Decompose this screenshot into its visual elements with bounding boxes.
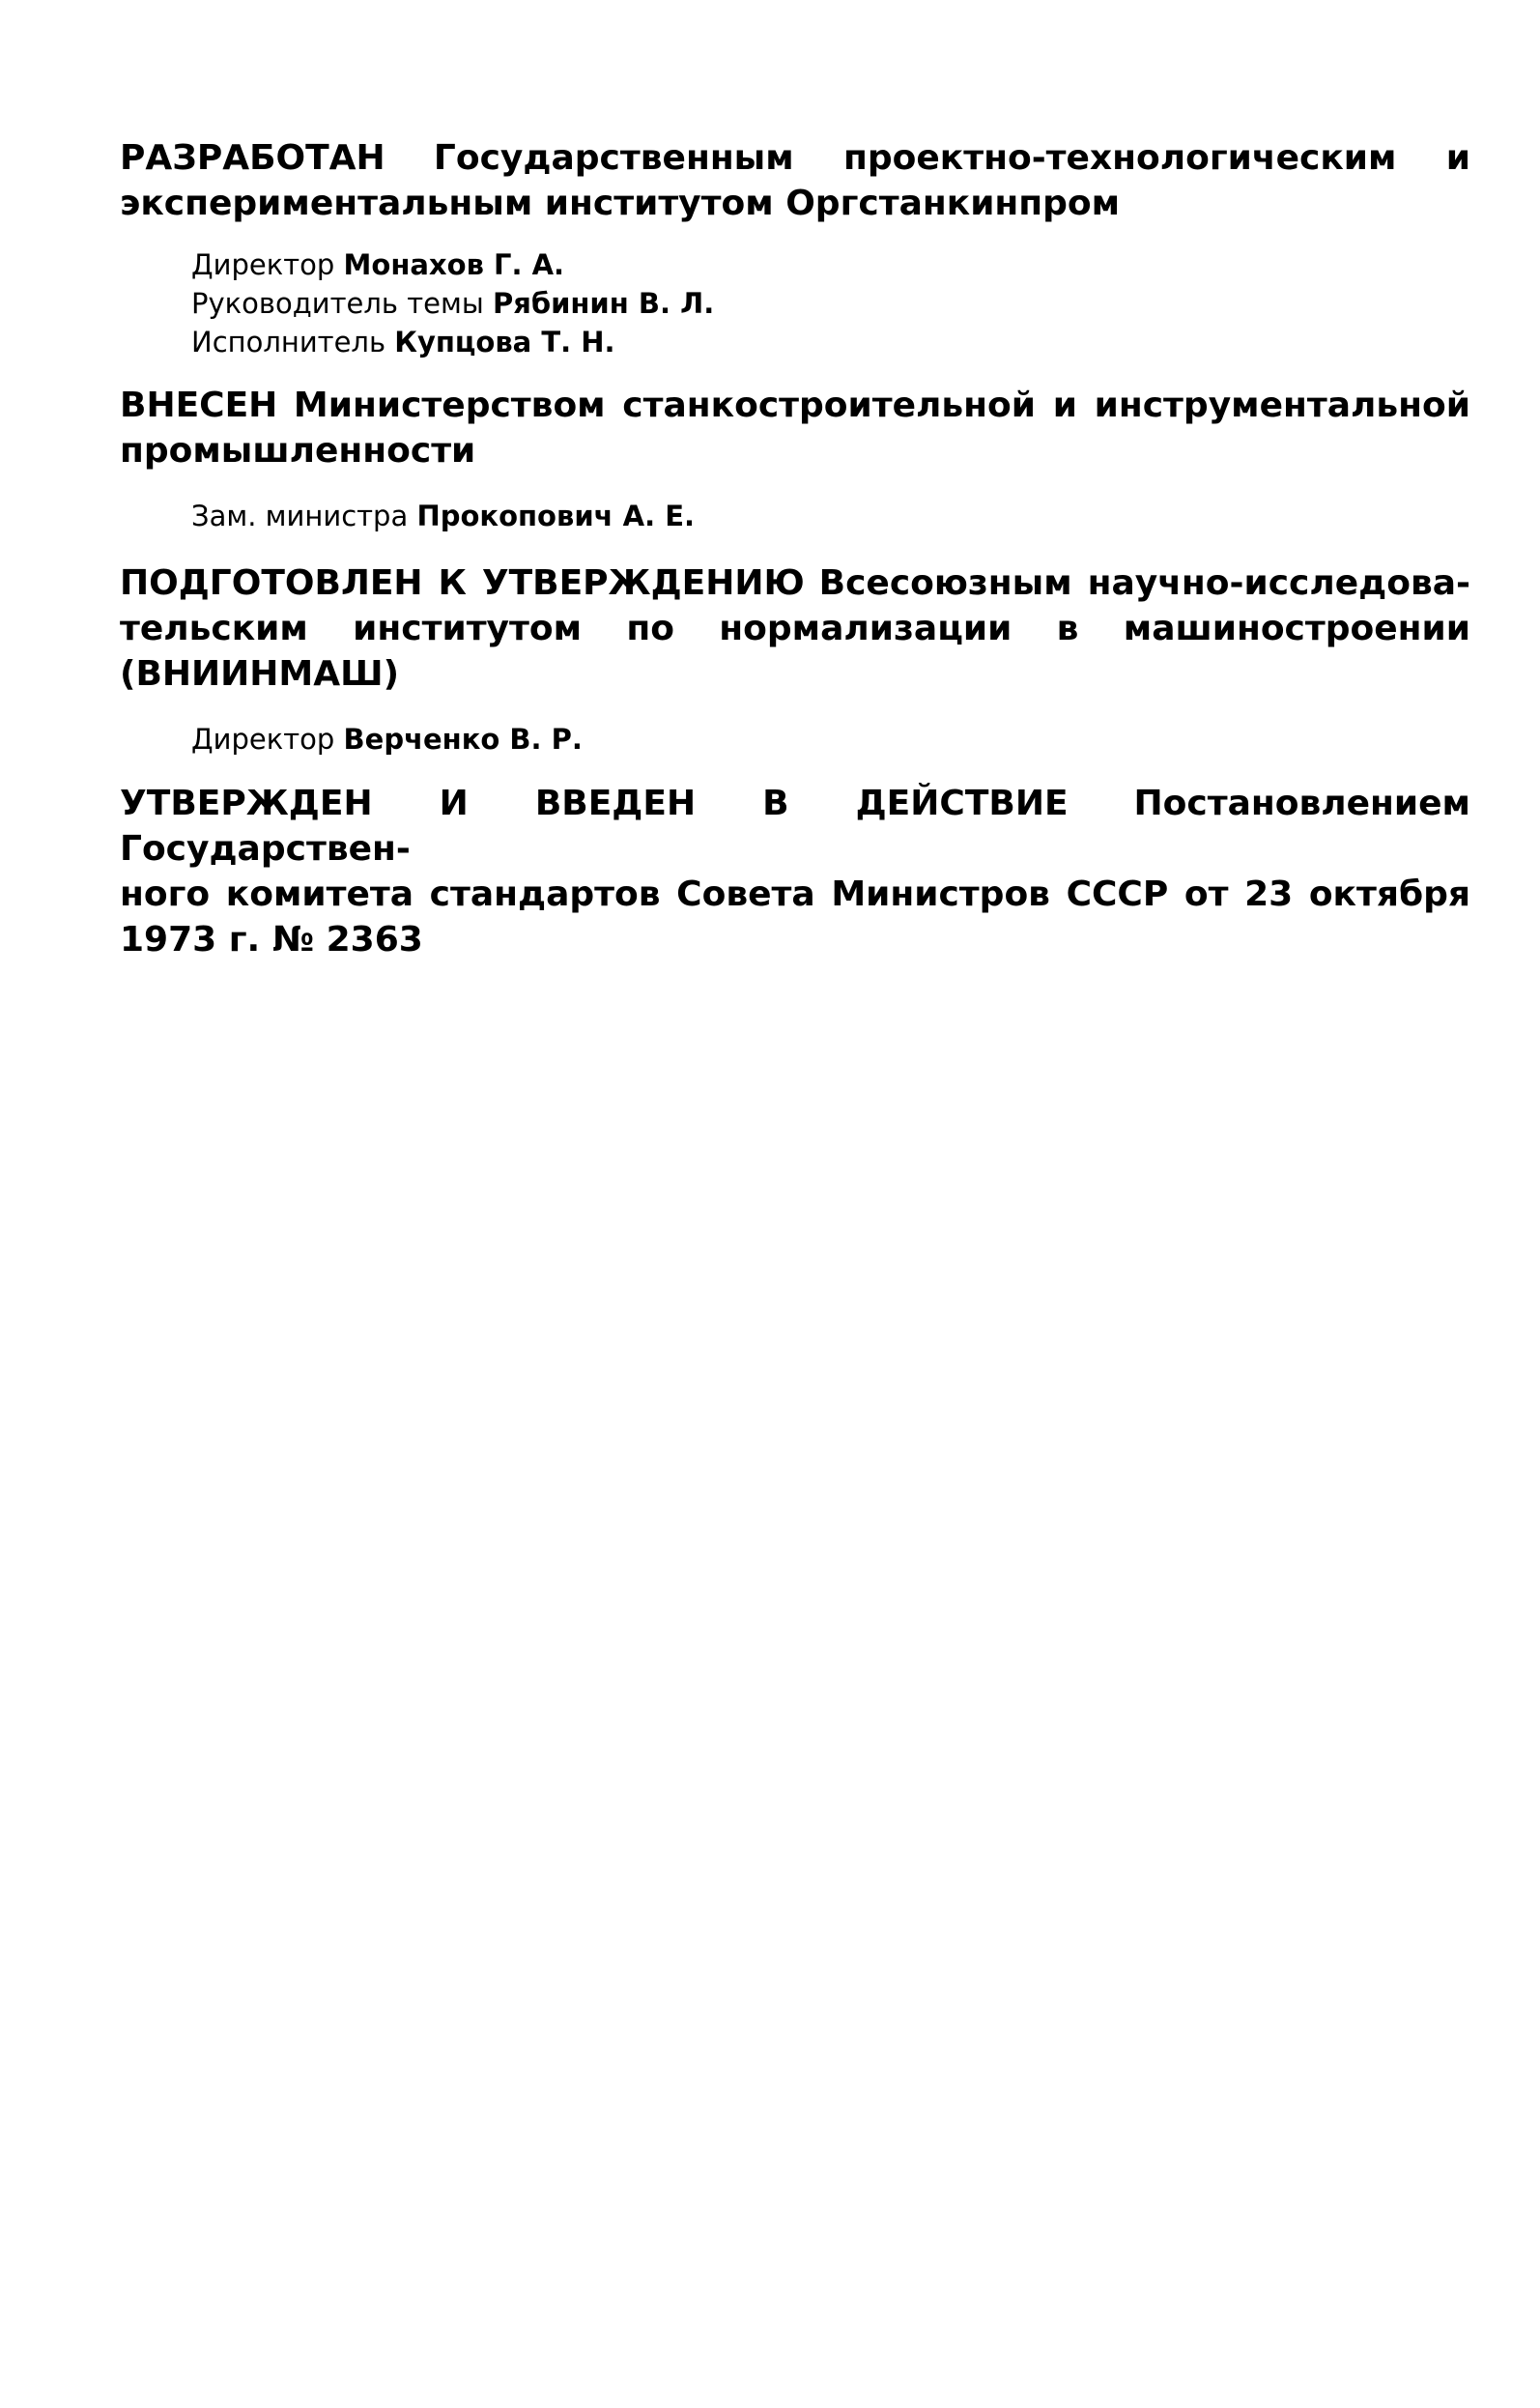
section-lead: УТВЕРЖДЕН И ВВЕДЕН В ДЕЙСТВИЕ [120,784,1069,823]
section-prepared [120,560,1470,759]
section-heading [120,383,1470,473]
person-name: Монахов Г. А. [343,248,565,281]
person-role: Руководитель темы [191,287,484,320]
section-text-line: Государственным проектно-технологическим и [433,138,1470,178]
section-text-line: Постановлением Государствен- [120,784,1470,869]
person-line [120,245,1470,284]
person-line [120,720,1470,759]
section-heading [120,135,1470,226]
section-lead: ВНЕСЕН [120,386,278,425]
person-role: Директор [191,248,335,281]
section-text-line: промышленности [120,431,476,471]
section-lead: РАЗРАБОТАН [120,138,385,178]
person-role: Исполнитель [191,326,386,358]
section-text-line: Министерством станкостроительной и инструментальной [293,386,1470,425]
section-text-line: (ВНИИНМАШ) [120,654,400,694]
person-line [120,497,1470,535]
person-line [120,323,1470,361]
person-role: Директор [191,723,335,756]
person-name: Рябинин В. Л. [492,287,715,320]
section-approved [120,781,1470,962]
section-text-line: ного комитета стандартов Совета Министров СССР от 23 октября [120,874,1470,914]
section-submitted [120,383,1470,535]
section-heading [120,781,1470,962]
section-text-line: 1973 г. № 2363 [120,920,423,960]
section-lead: ПОДГОТОВЛЕН К УТВЕРЖДЕНИЮ [120,563,805,603]
section-text-line: Всесоюзным научно-исследова- [818,563,1470,603]
section-text-line: тельским институтом по нормализации в машиностроении [120,609,1470,648]
section-developed [120,135,1470,361]
section-heading [120,560,1470,697]
person-role: Зам. министра [191,500,409,532]
person-name: Купцова Т. Н. [394,326,615,358]
section-text-line: экспериментальным институтом Оргстанкинпром [120,184,1121,223]
person-name: Прокопович А. Е. [416,500,696,532]
person-line [120,284,1470,323]
person-name: Верченко В. Р. [343,723,583,756]
